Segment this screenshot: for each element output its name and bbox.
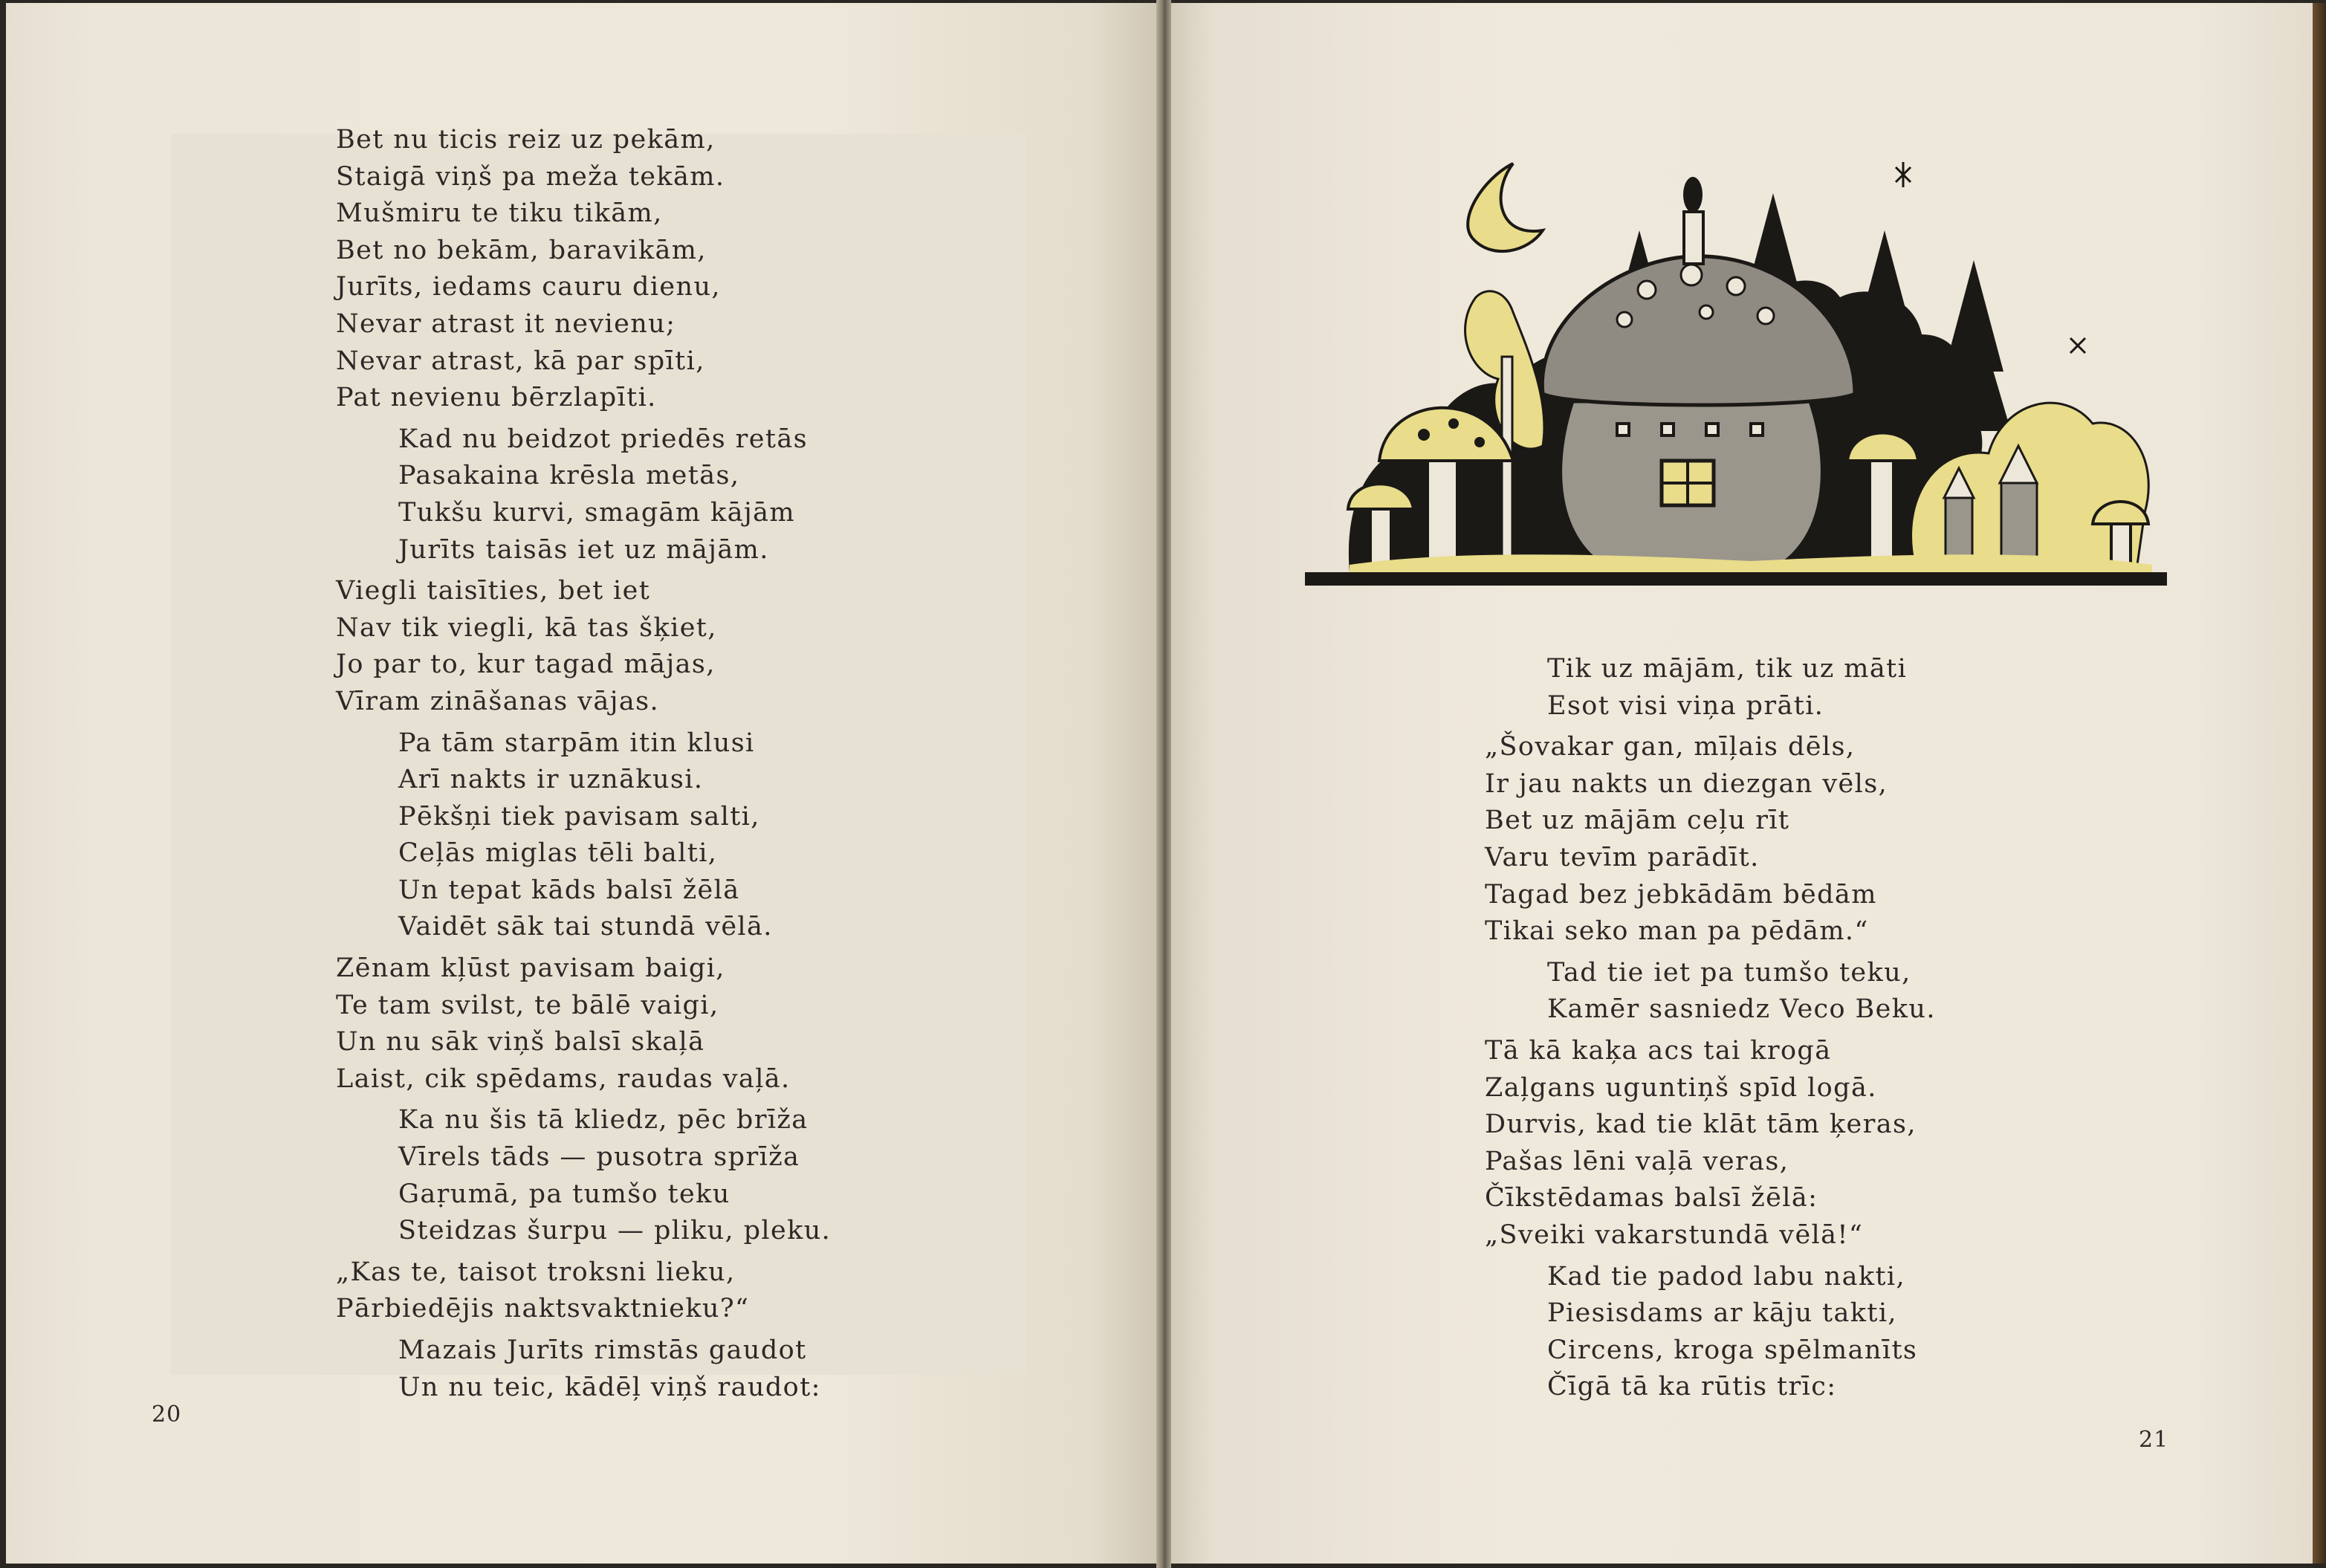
poem-line: Kad tie padod labu nakti,: [1547, 1261, 1906, 1292]
poem-line: „Šovakar gan, mīļais dēls,: [1485, 732, 1856, 762]
poem-line: Jurīts, iedams cauru dienu,: [336, 272, 721, 302]
poem-line: Nav tik viegli, kā tas šķiet,: [336, 612, 717, 643]
poem-line: Te tam svilst, te bālē vaigi,: [336, 990, 719, 1020]
poem-line: Pašas lēni vaļā veras,: [1485, 1146, 1789, 1176]
poem-line: Vīrels tāds — pusotra sprīža: [398, 1142, 800, 1173]
poem-line: Durvis, kad tie klāt tām ķeras,: [1485, 1109, 1917, 1140]
poem-line: Ka nu šis tā kliedz, pēc brīža: [398, 1105, 809, 1135]
book-gutter: [1156, 0, 1171, 1568]
ground-line: [1305, 572, 2167, 586]
poem-line: Mazais Jurīts rimstās gaudot: [398, 1335, 807, 1365]
poem-line: Tikai seko man pa pēdām.“: [1485, 916, 1869, 947]
poem-line: Viegli taisīties, bet iet: [336, 576, 651, 606]
poem-line: Čīkstēdamas balsī žēlā:: [1485, 1183, 1818, 1214]
poem-line: Pa tām starpām itin klusi: [398, 728, 755, 758]
poem-line: Varu tevīm parādīt.: [1485, 842, 1760, 872]
poem-line: Tā kā kaķa acs tai krogā: [1485, 1035, 1832, 1066]
poem-right: [1485, 651, 1936, 1406]
poem-line: Staigā viņš pa meža tekām.: [336, 161, 725, 192]
poem-line: Jurīts taisās iet uz mājām.: [398, 534, 769, 565]
poem-line: Laist, cik spēdams, raudas vaļā.: [336, 1063, 791, 1094]
poem-line: Un tepat kāds balsī žēlā: [398, 875, 740, 905]
poem-line: Bet nu ticis reiz uz pekām,: [336, 125, 716, 155]
poem-line: Nevar atrast it nevienu;: [336, 308, 676, 339]
poem-line: Pasakaina krēsla metās,: [398, 461, 740, 491]
poem-line: Vaidēt sāk tai stundā vēlā.: [398, 912, 773, 942]
poem-line: Čīgā tā ka rūtis trīc:: [1547, 1372, 1837, 1402]
page-number-right: 21: [2139, 1427, 2169, 1453]
poem-line: Tad tie iet pa tumšo teku,: [1547, 957, 1911, 988]
poem-line: Ceļās miglas tēli balti,: [398, 838, 718, 869]
poem-line: Pat nevienu bērzlapīti.: [336, 383, 657, 413]
poem-line: Zaļgans uguntiņš spīd logā.: [1485, 1072, 1877, 1103]
star-icon: [1896, 162, 1911, 187]
poem-line: Circens, kroga spēlmanīts: [1547, 1335, 1918, 1365]
poem-line: Steidzas šurpu — pliku, pleku.: [398, 1216, 832, 1246]
mushroom-house-illustration: [1305, 149, 2167, 595]
poem-line: Pārbiedējis naktsvaktnieku?“: [336, 1294, 750, 1324]
poem-line: Kad nu beidzot priedēs retās: [398, 424, 808, 454]
moon-icon: [1468, 163, 1543, 251]
poem-line: Esot visi viņa prāti.: [1547, 690, 1824, 721]
poem-line: „Sveiki vakarstundā vēlā!“: [1485, 1219, 1864, 1250]
poem-line: „Kas te, taisot troksni lieku,: [336, 1257, 736, 1287]
poem-line: Piesisdams ar kāju takti,: [1547, 1298, 1897, 1329]
poem-line: Jo par to, kur tagad mājas,: [336, 649, 716, 680]
poem-line: Kamēr sasniedz Veco Beku.: [1547, 994, 1936, 1025]
poem-line: Tukšu kurvi, smagām kājām: [398, 497, 796, 528]
poem-line: Mušmiru te tiku tikām,: [336, 198, 663, 229]
poem-left: [336, 122, 831, 1406]
poem-line: Zēnam kļūst pavisam baigi,: [336, 953, 725, 984]
poem-line: Nevar atrast, kā par spīti,: [336, 346, 705, 376]
poem-line: Un nu sāk viņš balsī skaļā: [336, 1027, 705, 1057]
poem-line: Bet no bekām, baravikām,: [336, 235, 707, 265]
poem-line: Tik uz mājām, tik uz māti: [1547, 654, 1908, 684]
page-number-left: 20: [152, 1402, 182, 1428]
poem-line: Bet uz mājām ceļu rīt: [1485, 806, 1790, 836]
poem-line: Pēkšņi tiek pavisam salti,: [398, 801, 760, 832]
star-icon: [2070, 338, 2085, 353]
poem-line: Gaṛumā, pa tumšo teku: [398, 1179, 730, 1209]
poem-line: Vīram zināšanas vājas.: [336, 686, 659, 716]
poem-line: Tagad bez jebkādām bēdām: [1485, 879, 1877, 910]
poem-line: Ir jau nakts un diezgan vēls,: [1485, 768, 1888, 799]
poem-line: Un nu teic, kādēļ viņš raudot:: [398, 1372, 821, 1402]
poem-line: Arī nakts ir uznākusi.: [398, 765, 704, 795]
